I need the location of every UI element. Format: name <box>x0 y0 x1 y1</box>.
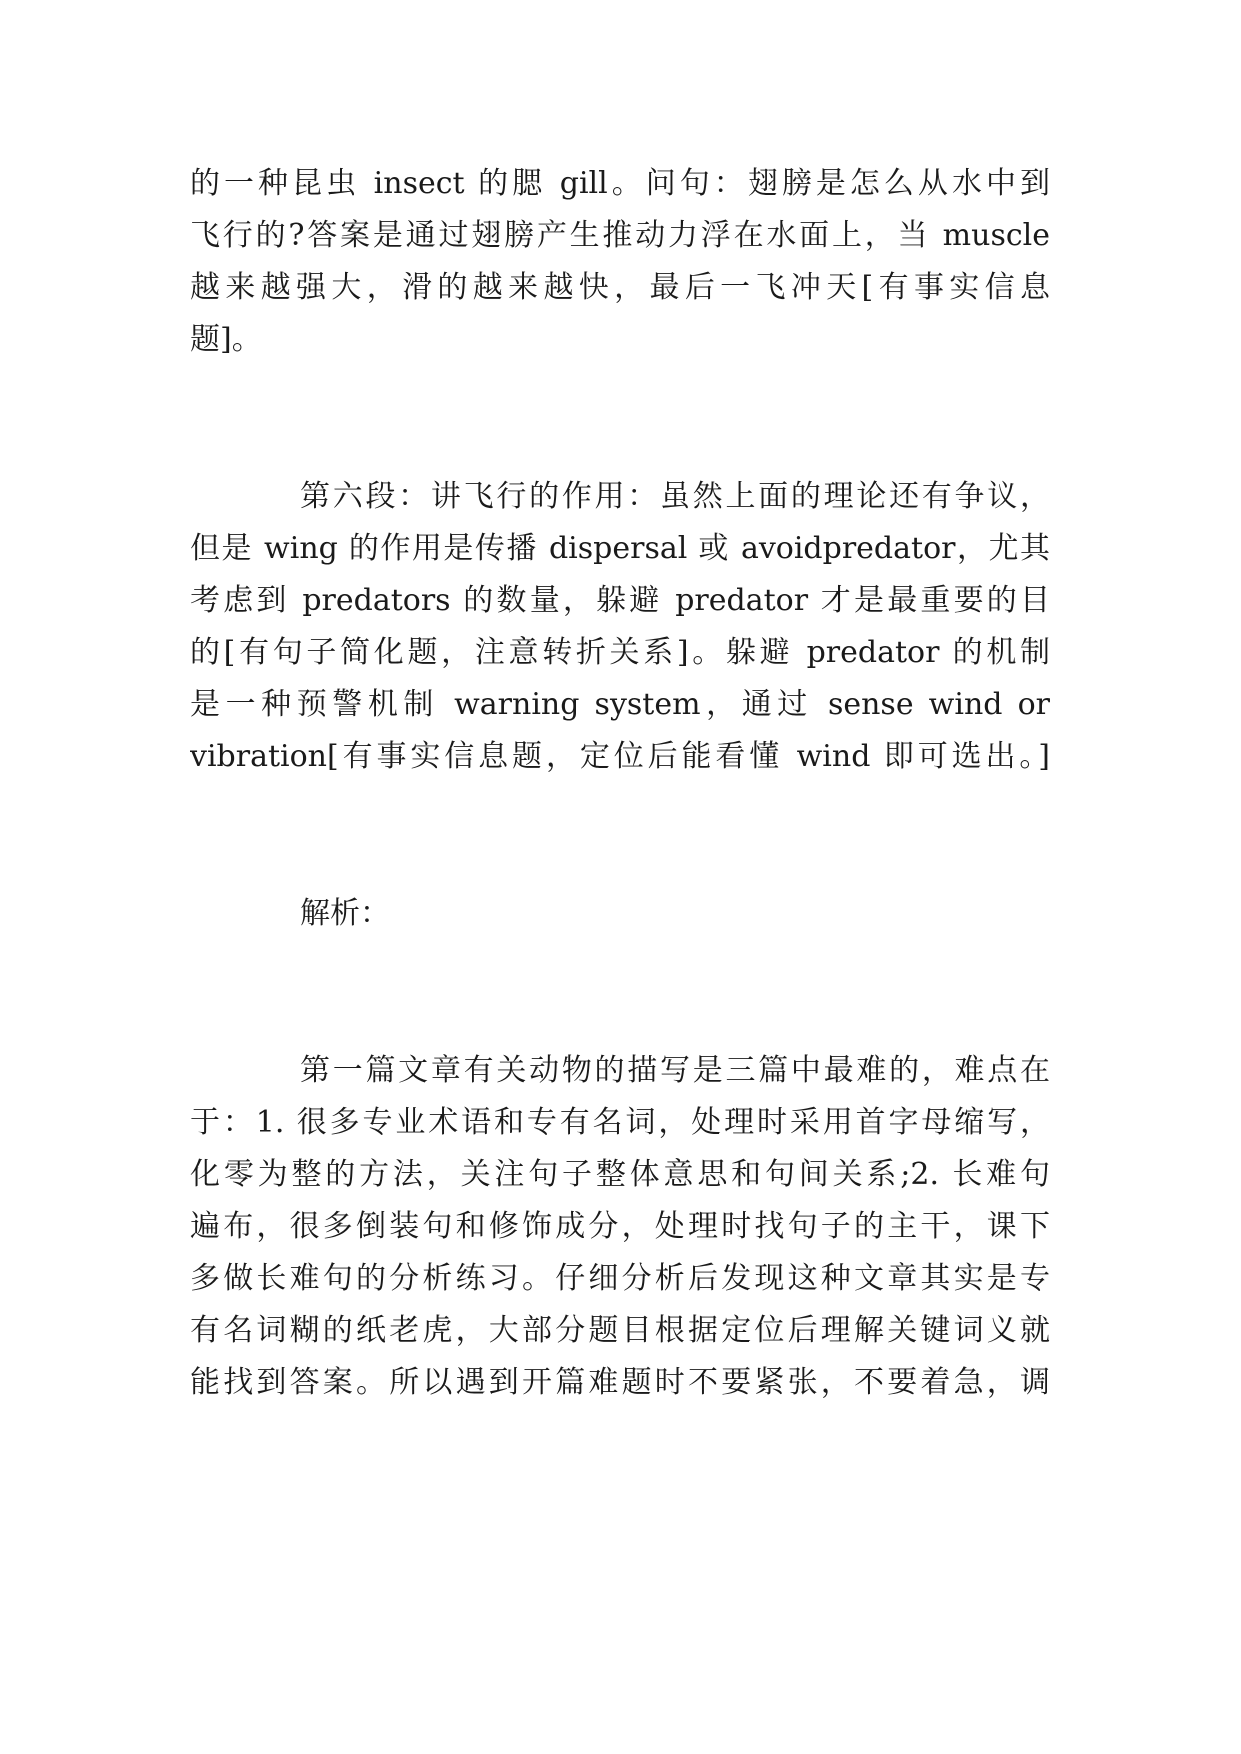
text-line: 是一种预警机制 warning system，通过 sense wind or <box>190 687 1050 722</box>
text-line: vibration[有事实信息题，定位后能看懂 wind 即可选出。] <box>190 739 1050 774</box>
text-line: 越来越强大，滑的越来越快，最后一飞冲天[有事实信息 <box>190 270 1050 305</box>
text-line: 第六段：讲飞行的作用：虽然上面的理论还有争议， <box>300 479 1050 514</box>
text-line: 能找到答案。所以遇到开篇难题时不要紧张，不要着急，调 <box>190 1365 1050 1400</box>
text-line: 但是 wing 的作用是传播 dispersal 或 avoidpredator，尤其 <box>190 531 1050 566</box>
text-line: 的一种昆虫 insect 的腮 gill。问句：翅膀是怎么从水中到 <box>190 166 1050 201</box>
text-line: 遍布，很多倒装句和修饰成分，处理时找句子的主干，课下 <box>190 1209 1050 1244</box>
text-line: 飞行的?答案是通过翅膀产生推动力浮在水面上，当 muscle <box>190 218 1050 253</box>
text-line: 第一篇文章有关动物的描写是三篇中最难的，难点在 <box>300 1053 1050 1088</box>
text-line: 多做长难句的分析练习。仔细分析后发现这种文章其实是专 <box>190 1261 1050 1296</box>
text-line: 化零为整的方法，关注句子整体意思和句间关系;2. 长难句 <box>190 1157 1050 1192</box>
section-label: 解析： <box>300 896 390 931</box>
text-line: 于：1. 很多专业术语和专有名词，处理时采用首字母缩写， <box>190 1105 1050 1140</box>
text-line: 有名词糊的纸老虎，大部分题目根据定位后理解关键词义就 <box>190 1313 1050 1348</box>
text-line: 题]。 <box>190 322 262 357</box>
text-line: 考虑到 predators 的数量，躲避 predator 才是最重要的目 <box>190 583 1050 618</box>
text-line: 的[有句子简化题，注意转折关系]。躲避 predator 的机制 <box>190 635 1050 670</box>
